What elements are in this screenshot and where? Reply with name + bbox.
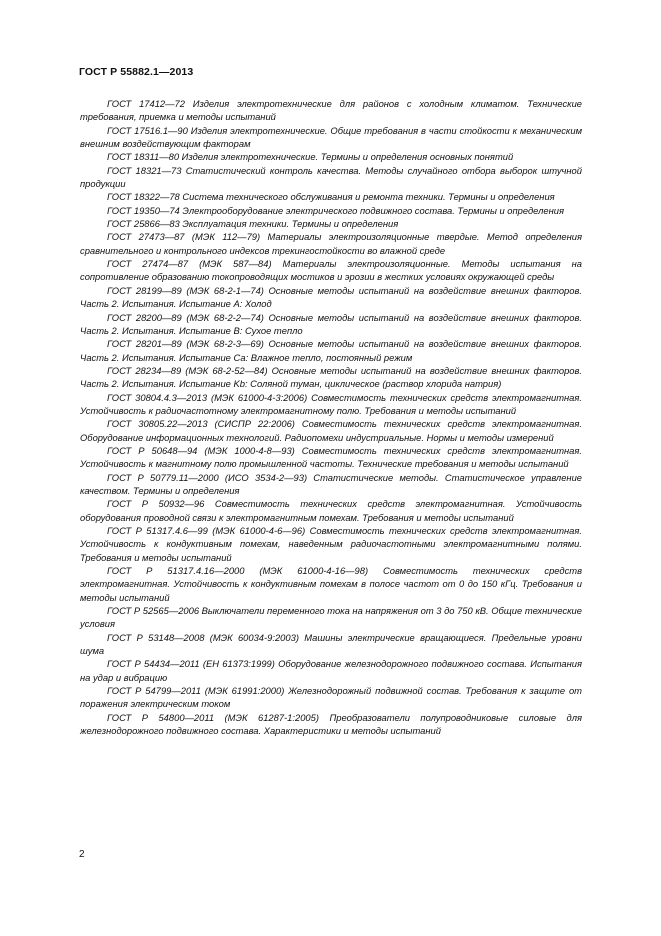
reference-item: ГОСТ Р 50779.11—2000 (ИСО 3534-2—93) Статистические методы. Статистическое управление качеством. Термины и определения [80,471,582,496]
reference-item: ГОСТ Р 54800—2011 (МЭК 61287-1:2005) Преобразователи полупроводниковые силовые для железнодорожного подвижного состава. Характеристики и методы испытаний [80,711,582,737]
reference-item: ГОСТ 17516.1—90 Изделия электротехнические. Общие требования в части стойкости к механическим внешним воздействующим факторам [80,124,582,150]
reference-item: ГОСТ 28200—89 (МЭК 68-2-2—74) Основные методы испытаний на воздействие внешних факторов. Часть 2. Испытания. Испытание В: Сухое тепло [80,311,582,336]
reference-item: ГОСТ 18322—78 Система технического обслуживания и ремонта техники. Термины и определения [107,191,555,203]
normative-references-list [80,97,582,738]
reference-item: ГОСТ 27474—87 (МЭК 587—84) Материалы электроизоляционные. Методы испытания на сопротивление образованию токопроводящих мостиков и эрозии в жестких условиях окружающей среды [80,258,582,283]
reference-item: ГОСТ Р 54799—2011 (МЭК 61991:2000) Железнодорожный подвижной состав. Требования к защите от поражения электрическим током [80,685,582,710]
reference-item: ГОСТ 27473—87 (МЭК 112—79) Материалы электроизоляционные твердые. Метод определения сравнительного и контрольного индексов трекингостойкости во влажной среде [80,231,582,256]
reference-item: ГОСТ 28199—89 (МЭК 68-2-1—74) Основные методы испытаний на воздействие внешних факторов. Часть 2. Испытания. Испытание А: Холод [80,284,582,310]
reference-item: ГОСТ 18321—73 Статистический контроль качества. Методы случайного отбора выборок штучной продукции [80,164,582,190]
reference-item: ГОСТ Р 50932—96 Совместимость технических средств электромагнитная. Устойчивость оборудования проводной связи к электромагнитным помехам. Требования и методы испытаний [80,498,582,523]
reference-item: ГОСТ 30804.4.3—2013 (МЭК 61000-4-3:2006) Совместимость технических средств электромагнитная. Устойчивость к радиочастотному электромагнитному полю. Требования и методы испытаний [80,391,582,416]
page-number: 2 [79,849,85,860]
reference-item: ГОСТ Р 51317.4.6—99 (МЭК 61000-4-6—96) Совместимость технических средств электромагнитная. Устойчивость к кондуктивным помехам, наведенным радиочастотными электромагнитными полями. Требования и методы испытаний [80,525,582,563]
reference-item: ГОСТ Р 53148—2008 (МЭК 60034-9:2003) Машины электрические вращающиеся. Предельные уровни шума [80,631,582,657]
reference-item: ГОСТ 17412—72 Изделия электротехнические для районов с холодным климатом. Технические требования, приемка и методы испытаний [80,98,582,123]
reference-item: ГОСТ 19350—74 Электрооборудование электрического подвижного состава. Термины и определения [107,204,564,216]
reference-item: ГОСТ Р 52565—2006 Выключатели переменного тока на напряжения от 3 до 750 кВ. Общие технические условия [80,605,582,630]
reference-item: ГОСТ 30805.22—2013 (СИСПР 22:2006) Совместимость технических средств электромагнитная. Оборудование информационных технологий. Радиопомехи индустриальные. Нормы и методы измерений [80,418,582,443]
reference-item: ГОСТ 25866—83 Эксплуатация техники. Термины и определения [107,218,399,230]
reference-item: ГОСТ Р 50648—94 (МЭК 1000-4-8—93) Совместимость технических средств электромагнитная. Устойчивость к магнитному полю промышленной частоты. Технические требования и методы испытаний [80,444,582,470]
reference-item: ГОСТ 28201—89 (МЭК 68-2-3—69) Основные методы испытаний на воздействие внешних факторов. Часть 2. Испытания. Испытание Са: Влажное тепло, постоянный режим [80,338,582,363]
document-header: ГОСТ Р 55882.1—2013 [79,66,194,78]
reference-item: ГОСТ Р 54434—2011 (ЕН 61373:1999) Оборудование железнодорожного подвижного состава. Испытания на удар и вибрацию [80,658,582,683]
reference-item: ГОСТ 28234—89 (МЭК 68-2-52—84) Основные методы испытаний на воздействие внешних факторов. Часть 2. Испытания. Испытание Kb: Соляной туман, циклическое (раствор хлорида натрия) [80,364,582,390]
reference-item: ГОСТ Р 51317.4.16—2000 (МЭК 61000-4-16—98) Совместимость технических средств электромагнитная. Устойчивость к кондуктивным помехам в полосе частот от 0 до 150 кГц. Требования и методы испытаний [80,565,582,603]
reference-item: ГОСТ 18311—80 Изделия электротехнические. Термины и определения основных понятий [107,151,514,163]
